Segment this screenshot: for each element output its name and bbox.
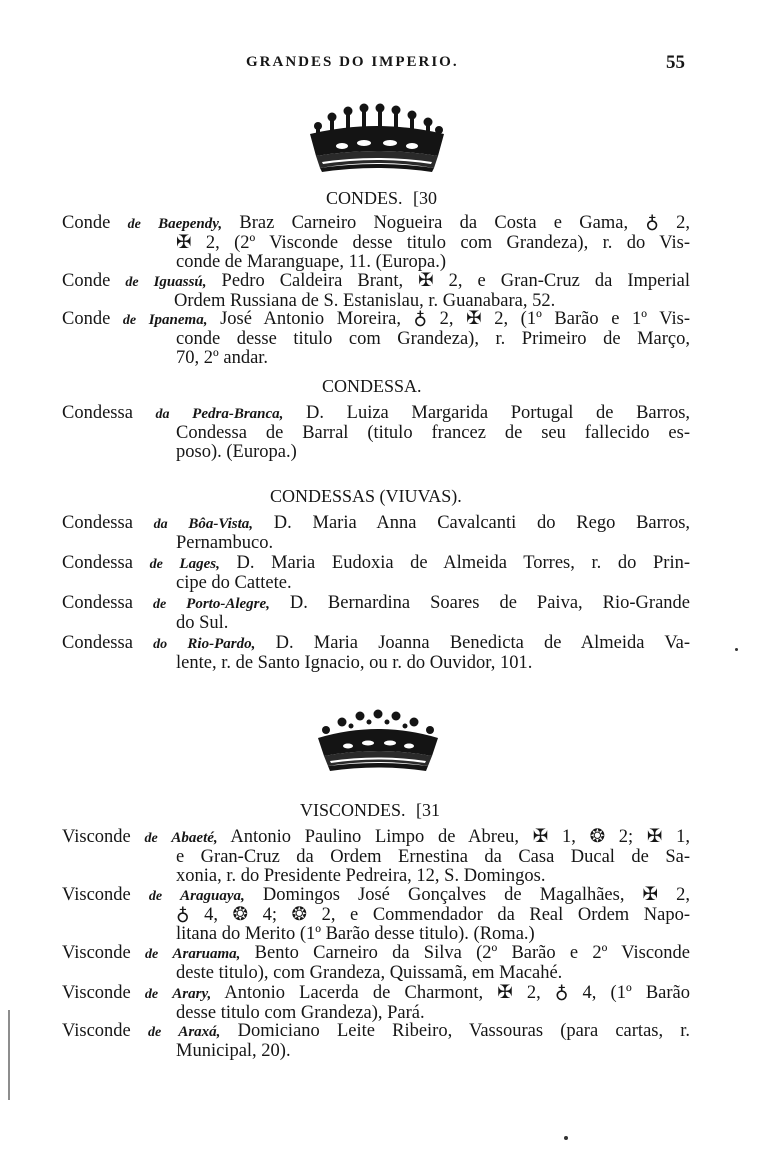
entry-place: Araruama, <box>172 946 241 962</box>
entry-place: Iguassú, <box>153 274 207 290</box>
entry-condessa-boa-vista <box>62 514 690 553</box>
section-heading-viscondes <box>300 800 440 821</box>
heading-text: VISCONDES. <box>300 800 406 820</box>
entry-title: Condessa <box>62 513 133 533</box>
entry-conde-iguassu <box>62 272 690 311</box>
entry-place: Lages, <box>179 556 220 572</box>
entry-particle: de <box>149 557 163 572</box>
entry-text: Pedro Caldeira Brant, ✠ 2, e Gran-Cruz da Imperial <box>206 271 690 291</box>
scan-speck <box>564 1136 568 1140</box>
entry-conde-ipanema <box>62 310 690 368</box>
entry-particle: de <box>145 947 159 962</box>
entry-title: Condessa <box>62 403 133 423</box>
entry-line <box>62 514 690 534</box>
entry-text: José Antonio Moreira, ♁ 2, ✠ 2, (1º Barão e 1º Vis- <box>207 309 690 329</box>
entry-place: Ipanema, <box>148 312 208 328</box>
entry-title: Conde <box>62 309 111 329</box>
entry-particle: de <box>144 831 158 846</box>
entry-particle: de <box>122 313 137 328</box>
entry-particle: da <box>155 407 170 422</box>
entry-condessa-porto-alegre <box>62 594 690 633</box>
entry-text: D. Luiza Margarida Portugal de Barros, <box>283 403 691 423</box>
entry-place: Abaeté, <box>171 830 218 846</box>
entry-particle: do <box>153 637 168 652</box>
entry-line: xonia, r. do Presidente Pedreira, 12, S. Domingos. <box>176 866 546 886</box>
entry-text: D. Bernardina Soares de Paiva, Rio-Grande <box>269 593 691 613</box>
scan-speck <box>735 648 738 651</box>
entry-place: Arary, <box>172 986 212 1002</box>
entry-place: Baependy, <box>158 216 223 232</box>
entry-text: Domingos José Gonçalves de Magalhães, ✠ 2, <box>244 885 691 905</box>
entry-place: Araguaya, <box>180 888 245 904</box>
entry-title: Visconde <box>62 1021 131 1041</box>
entry-particle: de <box>127 217 141 232</box>
entry-line: conde de Maranguape, 11. (Europa.) <box>176 252 447 272</box>
entry-line: deste titulo), com Grandeza, Quissamã, em Macahé. <box>176 963 563 983</box>
entry-line: Municipal, 20). <box>176 1041 291 1061</box>
entry-place: Bôa-Vista, <box>188 516 254 532</box>
heading-count: [30 <box>413 188 438 208</box>
entry-title: Visconde <box>62 983 131 1003</box>
entry-line: 70, 2º andar. <box>176 348 269 368</box>
entry-title: Condessa <box>62 593 133 613</box>
entry-condessa-lages <box>62 554 690 593</box>
entry-visconde-arary <box>62 984 690 1023</box>
entry-line: cipe do Cattete. <box>176 573 292 593</box>
entry-text: Braz Carneiro Nogueira da Costa e Gama, ♁ 2, <box>222 213 691 233</box>
section-heading-condes <box>326 188 437 209</box>
entry-line <box>62 272 690 292</box>
entry-particle: de <box>148 889 163 904</box>
entry-line <box>62 828 690 848</box>
entry-text: D. Maria Anna Cavalcanti do Rego Barros, <box>253 513 691 533</box>
entry-visconde-araxa <box>62 1022 690 1061</box>
heading-count: [31 <box>416 800 441 820</box>
entry-line <box>62 886 690 906</box>
entry-condessa-pedra-branca <box>62 404 690 462</box>
entry-particle: de <box>147 1025 162 1040</box>
entry-place: Porto-Alegre, <box>186 596 270 612</box>
entry-place: Araxá, <box>178 1024 221 1040</box>
entry-line: Condessa de Barral (titulo francez de seu fallecido es- <box>176 423 690 443</box>
entry-place: Rio-Pardo, <box>187 636 256 652</box>
entry-line <box>62 214 690 234</box>
entry-line: conde desse titulo com Grandeza), r. Primeiro de Março, <box>176 329 690 349</box>
entry-particle: de <box>144 987 159 1002</box>
section-heading-condessas-viuvas: CONDESSAS (VIUVAS). <box>270 486 462 506</box>
entry-line <box>62 404 690 424</box>
entry-line: litana do Merito (1º Barão desse titulo). (Roma.) <box>176 924 535 944</box>
entry-text: D. Maria Eudoxia de Almeida Torres, r. do Prin- <box>219 553 691 573</box>
page-number: 55 <box>666 52 685 73</box>
entry-line <box>62 594 690 614</box>
entry-text: D. Maria Joanna Benedicta de Almeida Va- <box>255 633 691 653</box>
entry-particle: de <box>152 597 167 612</box>
entry-line: do Sul. <box>176 613 229 633</box>
entry-line: e Gran-Cruz da Ordem Ernestina da Casa Ducal de Sa- <box>176 847 690 867</box>
entry-text: Bento Carneiro da Silva (2º Barão e 2º Visconde <box>240 943 690 963</box>
crown-icon <box>302 100 452 176</box>
entry-place: Pedra-Branca, <box>192 406 284 422</box>
running-head <box>0 50 768 80</box>
entry-text: Domiciano Leite Ribeiro, Vassouras (para cartas, r. <box>220 1021 691 1041</box>
entry-line: ♁ 4, ❂ 4; ❂ 2, e Commendador da Real Ordem Napo- <box>176 905 690 925</box>
entry-title: Conde <box>62 213 111 233</box>
entry-line: Pernambuco. <box>176 533 274 553</box>
entry-line: poso). (Europa.) <box>176 442 297 462</box>
entry-line: Ordem Russiana de S. Estanislau, r. Guanabara, 52. <box>174 291 556 311</box>
entry-particle: de <box>125 275 139 290</box>
running-title: GRANDES DO IMPERIO. <box>246 54 459 70</box>
scan-margin-mark <box>8 1010 10 1100</box>
entry-line: ✠ 2, (2º Visconde desse titulo com Grandeza), r. do Vis- <box>176 233 690 253</box>
entry-text: Antonio Lacerda de Charmont, ✠ 2, ♁ 4, (1º Barão <box>211 983 690 1003</box>
entry-visconde-araguaya <box>62 886 690 944</box>
entry-title: Visconde <box>62 885 131 905</box>
entry-particle: da <box>153 517 168 532</box>
entry-title: Condessa <box>62 633 133 653</box>
entry-title: Conde <box>62 271 111 291</box>
section-heading-condessa: CONDESSA. <box>322 376 422 396</box>
entry-line <box>62 554 690 574</box>
entry-line <box>62 310 690 330</box>
entry-visconde-abaete <box>62 828 690 886</box>
entry-line: lente, r. de Santo Ignacio, ou r. do Ouvidor, 101. <box>176 653 533 673</box>
entry-title: Condessa <box>62 553 133 573</box>
entry-visconde-araruama <box>62 944 690 983</box>
entry-text: Antonio Paulino Limpo de Abreu, ✠ 1, ❂ 2; ✠ 1, <box>217 827 690 847</box>
heading-text: CONDES. <box>326 188 403 208</box>
entry-line <box>62 634 690 654</box>
entry-title: Visconde <box>62 827 131 847</box>
entry-conde-baependy <box>62 214 690 272</box>
entry-line <box>62 944 690 964</box>
entry-title: Visconde <box>62 943 131 963</box>
crown-icon <box>312 704 444 774</box>
entry-line <box>62 984 690 1004</box>
entry-condessa-rio-pardo <box>62 634 690 673</box>
entry-line <box>62 1022 690 1042</box>
entry-line: desse titulo com Grandeza), Pará. <box>176 1003 425 1023</box>
